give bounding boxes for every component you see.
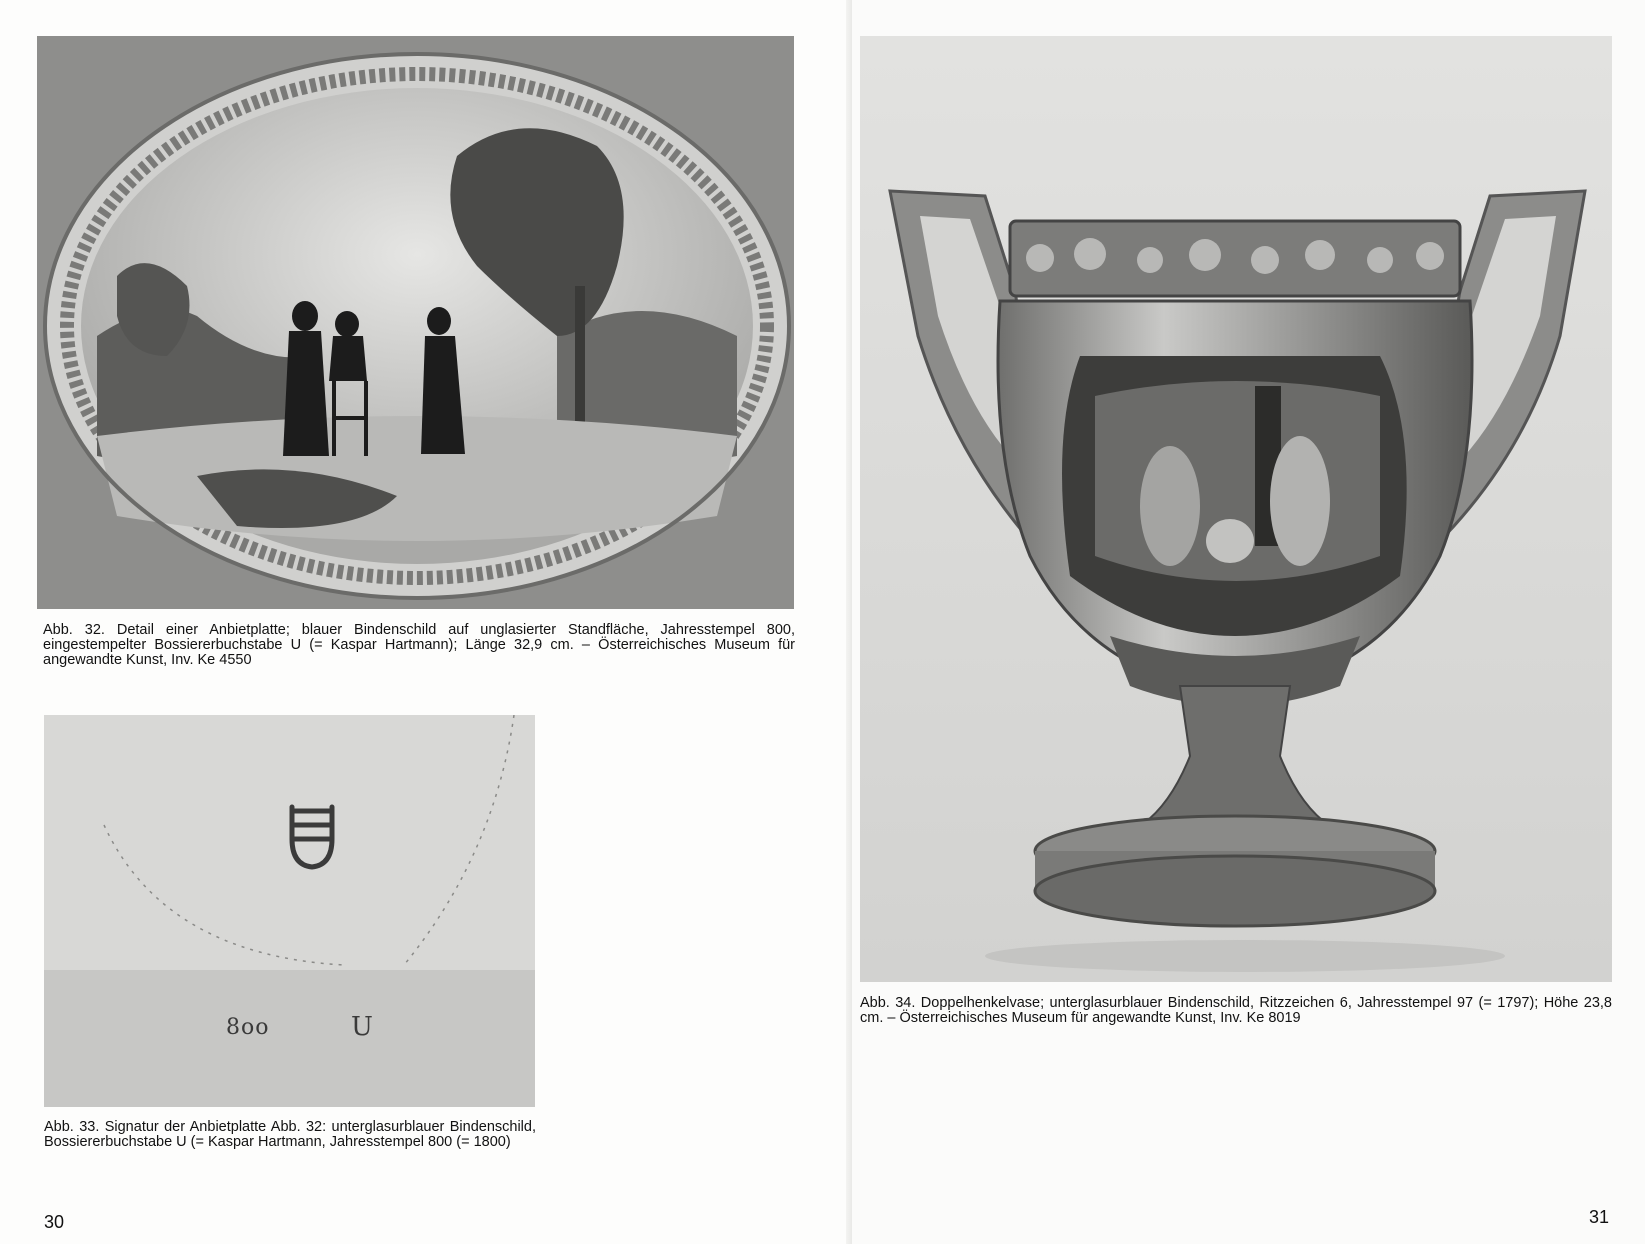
underside-marks-image <box>44 715 535 1107</box>
platter-silhouette-scene-image <box>37 36 794 609</box>
figure-34-vase-photo <box>860 36 1612 982</box>
figure-33-mark-photo <box>44 715 535 1107</box>
figure-34-caption: Abb. 34. Doppelhenkelvase; unterglasurblauer Bindenschild, Ritzzeichen 6, Jahresstempel 97 (= 1797); Höhe 23,8 cm. – Österreichisches Museum für angewandte Kunst, Inv. Ke 8019 <box>860 995 1612 1026</box>
year-stamp-mark: 8oo <box>226 1015 270 1040</box>
page-number-right: 31 <box>1589 1207 1610 1227</box>
page-number-left: 30 <box>44 1212 65 1232</box>
figure-32-platter-photo <box>37 36 794 609</box>
figure-33-caption: Abb. 33. Signatur der Anbietplatte Abb. 32: unterglasurblauer Bindenschild, Bossiererbuchstabe U (= Kaspar Hartmann, Jahresstempel 800 (= 1800) <box>44 1119 536 1150</box>
letter-u-mark: U <box>351 1012 373 1042</box>
double-handled-vase-image <box>860 36 1612 982</box>
figure-32-caption: Abb. 32. Detail einer Anbietplatte; blauer Bindenschild auf unglasierter Standfläche, Jahresstempel 800, eingestempelter Bossiererbuchstabe U (= Kaspar Hartmann); Länge 32,9 cm. – Österreichisches Museum für angewandte Kunst, Inv. Ke 4550 <box>43 622 795 668</box>
